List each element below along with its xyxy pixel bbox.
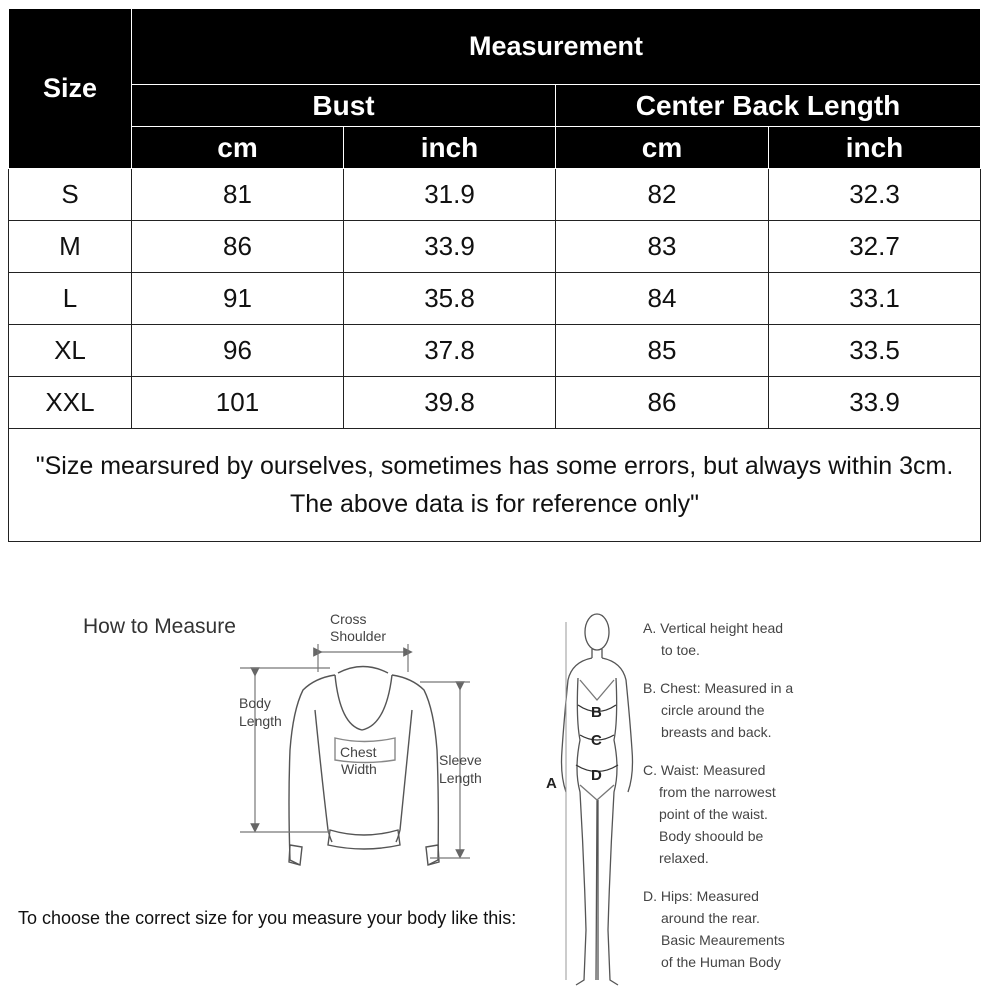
cbl-cm-cell: 83 xyxy=(556,221,769,273)
marker-b: B xyxy=(591,704,602,721)
size-cell: XXL xyxy=(9,377,132,429)
size-chart-table xyxy=(8,8,981,542)
note-c-line-2: from the narrowest xyxy=(659,784,776,800)
body-length-label: Length xyxy=(239,713,282,729)
note-c-line-4: Body shoould be xyxy=(659,828,764,844)
bust-inch-cell: 37.8 xyxy=(344,325,556,377)
cbl-inch-cell: 33.1 xyxy=(769,273,981,325)
bust-header: Bust xyxy=(132,85,556,127)
chest-label: Chest xyxy=(340,744,377,760)
cbl-inch-cell: 33.5 xyxy=(769,325,981,377)
size-cell: S xyxy=(9,169,132,221)
note-b-line-2: circle around the xyxy=(661,702,765,718)
cross-label-1: Cross xyxy=(330,611,367,627)
note-d xyxy=(643,885,843,973)
table-row xyxy=(9,273,981,325)
cbl-inch-cell: 32.7 xyxy=(769,221,981,273)
body-label: Body xyxy=(239,695,271,711)
cbl-cm-cell: 84 xyxy=(556,273,769,325)
how-to-measure-title: How to Measure xyxy=(83,615,236,638)
unit-header-cbl-cm: cm xyxy=(556,127,769,169)
note-c xyxy=(643,759,843,869)
unit-header-cbl-inch: inch xyxy=(769,127,981,169)
note-b xyxy=(643,677,843,743)
bust-inch-cell: 33.9 xyxy=(344,221,556,273)
cbl-cm-cell: 82 xyxy=(556,169,769,221)
marker-c: C xyxy=(591,732,602,749)
unit-header-bust-inch: inch xyxy=(344,127,556,169)
measurement-notes xyxy=(643,617,843,983)
note-d-line-4: of the Human Body xyxy=(661,954,781,970)
table-row xyxy=(9,377,981,429)
table-row xyxy=(9,221,981,273)
choose-size-instruction: To choose the correct size for you measure your body like this: xyxy=(18,908,517,928)
note-b-line-3: breasts and back. xyxy=(661,724,772,740)
disclaimer-note xyxy=(9,429,981,542)
chest-width-label: Width xyxy=(341,761,377,777)
cbl-inch-cell: 32.3 xyxy=(769,169,981,221)
bust-inch-cell: 39.8 xyxy=(344,377,556,429)
center-back-length-header: Center Back Length xyxy=(556,85,981,127)
sleeve-length-label: Length xyxy=(439,770,482,786)
note-c-line-1: C. Waist: Measured xyxy=(643,762,766,778)
disclaimer-line-2: The above data is for reference only" xyxy=(289,490,700,518)
table-row xyxy=(9,169,981,221)
bust-cm-cell: 91 xyxy=(132,273,344,325)
measurement-header: Measurement xyxy=(132,9,981,85)
note-a-line-2: to toe. xyxy=(661,642,700,658)
body-figure-illustration xyxy=(562,614,633,985)
note-d-line-2: around the rear. xyxy=(661,910,760,926)
cbl-cm-cell: 86 xyxy=(556,377,769,429)
size-cell: XL xyxy=(9,325,132,377)
marker-a: A xyxy=(546,775,557,792)
bust-cm-cell: 86 xyxy=(132,221,344,273)
note-d-line-3: Basic Meaurements xyxy=(661,932,785,948)
table-row xyxy=(9,325,981,377)
bust-inch-cell: 35.8 xyxy=(344,273,556,325)
note-c-line-3: point of the waist. xyxy=(659,806,768,822)
shoulder-label: Shoulder xyxy=(330,628,387,644)
size-cell: M xyxy=(9,221,132,273)
note-a xyxy=(643,617,843,661)
note-row xyxy=(9,429,981,542)
cbl-cm-cell: 85 xyxy=(556,325,769,377)
bust-inch-cell: 31.9 xyxy=(344,169,556,221)
bust-cm-cell: 101 xyxy=(132,377,344,429)
note-b-line-1: B. Chest: Measured in a xyxy=(643,680,794,696)
size-cell: L xyxy=(9,273,132,325)
disclaimer-line-1: "Size mearsured by ourselves, sometimes has some errors, but always within 3cm. xyxy=(35,452,954,480)
note-d-line-1: D. Hips: Measured xyxy=(643,888,759,904)
bust-cm-cell: 81 xyxy=(132,169,344,221)
sleeve-label: Sleeve xyxy=(439,752,482,768)
cbl-inch-cell: 33.9 xyxy=(769,377,981,429)
marker-d: D xyxy=(591,767,602,784)
unit-header-bust-cm: cm xyxy=(132,127,344,169)
note-c-line-5: relaxed. xyxy=(659,850,709,866)
bust-cm-cell: 96 xyxy=(132,325,344,377)
note-a-line-1: A. Vertical height head xyxy=(643,620,784,636)
size-header: Size xyxy=(9,9,132,169)
